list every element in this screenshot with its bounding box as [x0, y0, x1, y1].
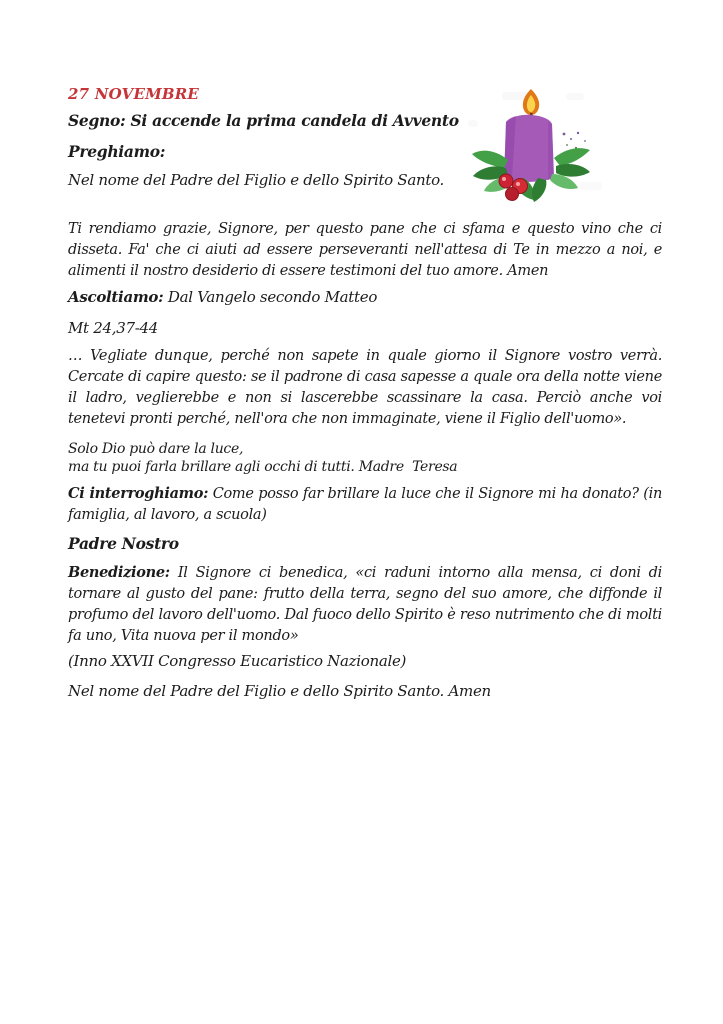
paint-speckles — [563, 132, 586, 149]
listen-line — [68, 287, 662, 308]
listen-label: Ascoltiamo: — [68, 288, 164, 306]
advent-candle-image — [468, 86, 618, 210]
candle-body — [504, 115, 554, 182]
in-nomine-line: Nel nome del Padre del Figlio e dello Spirito Santo. — [68, 171, 445, 189]
our-father-heading: Padre Nostro — [68, 534, 179, 553]
blessing-text: Il Signore ci benedica, «ci raduni intorno alla mensa, ci doni di tornare al gusto del pane: frutto della terra, segno del suo amore, che diffonde il profumo del lavoro dell'uomo. Dal fuoco dello Spirito è reso nutrimento che di molti fa uno, Vita nuova per il mondo» — [68, 565, 662, 644]
closing-line: Nel nome del Padre del Figlio e dello Spirito Santo. Amen — [68, 682, 491, 700]
pray-heading: Preghiamo: — [68, 142, 166, 161]
quote-line-2: ma tu puoi farla brillare agli occhi di tutti. Madre Teresa — [68, 459, 458, 475]
listen-text: Dal Vangelo secondo Matteo — [163, 288, 378, 306]
blessing-label: Benedizione: — [68, 564, 170, 581]
sign-line: Segno: Si accende la prima candela di Avvento — [68, 111, 459, 130]
question-text: Come posso far brillare la luce che il Signore mi ha donato? (in famiglia, al lavoro, a scuola) — [68, 486, 662, 523]
thanksgiving-paragraph: Ti rendiamo grazie, Signore, per questo pane che ci sfama e questo vino che ci disseta. Fa' che ci aiuti ad essere perseveranti nell'attesa di Te in mezzo a noi, e alimenti il nostro desiderio di essere testimoni del tuo amore. Amen — [68, 221, 662, 279]
blessing-paragraph — [68, 562, 662, 647]
date-heading: 27 NOVEMBRE — [68, 85, 200, 103]
question-label: Ci interroghiamo: — [68, 485, 209, 502]
gospel-reference: Mt 24,37-44 — [68, 319, 158, 337]
quote-line-1: Solo Dio può dare la luce, — [68, 441, 244, 457]
hymn-credit-line: (Inno XXVII Congresso Eucaristico Nazionale) — [68, 652, 407, 670]
question-paragraph — [68, 483, 662, 526]
gospel-paragraph: … Vegliate dunque, perché non sapete in quale giorno il Signore vostro verrà. Cercate di capire questo: se il padrone di casa sapesse a quale ora della notte viene il ladro, veglierebbe e non si lascerebbe scassinare la casa. Perciò anche voi tenetevi pronti perché, nell'ora che non immaginate, viene il Figlio dell'uomo». — [68, 348, 662, 427]
